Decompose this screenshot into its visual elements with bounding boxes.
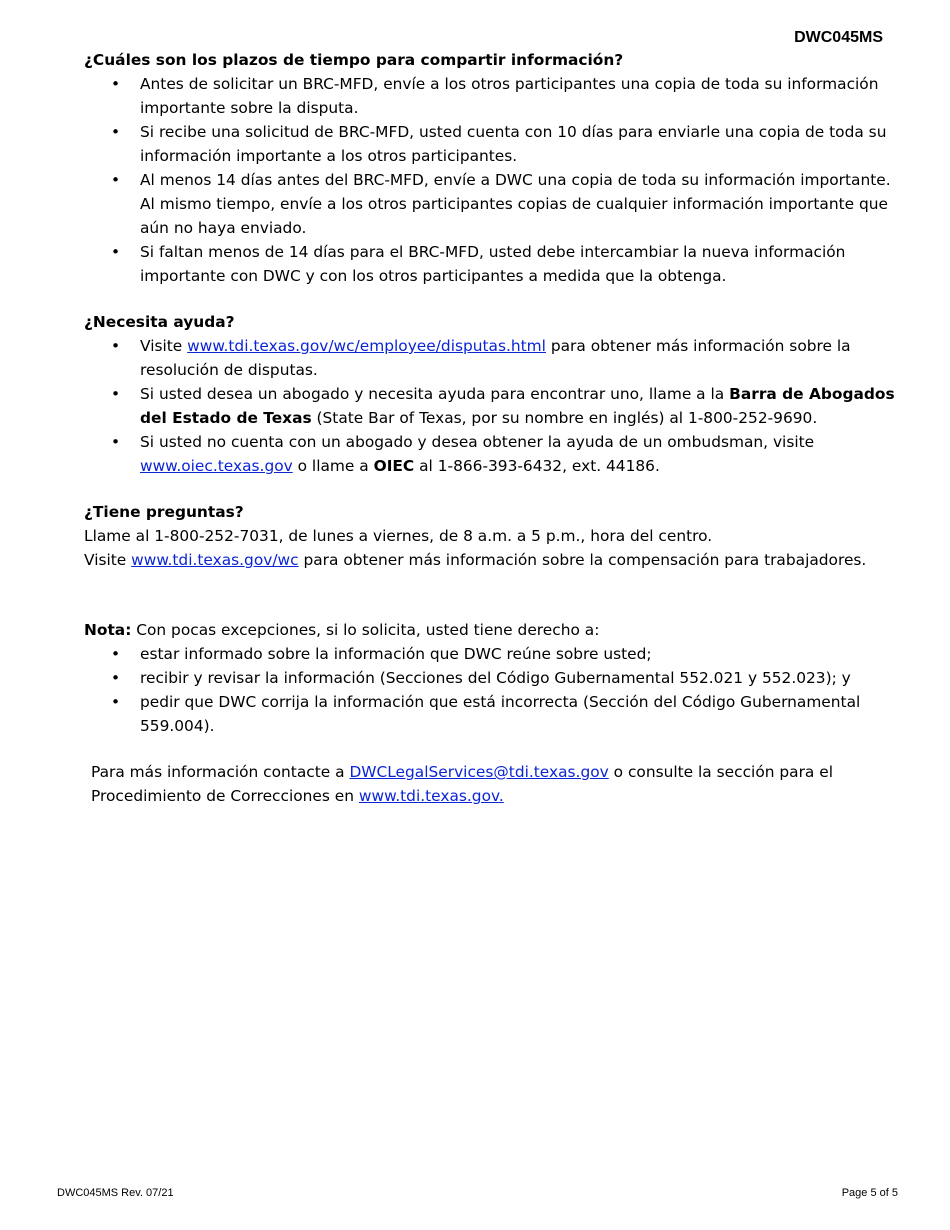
- form-code: DWC045MS: [794, 29, 883, 46]
- list-item: • Si usted no cuenta con un abogado y desea obtener la ayuda de un ombudsman, visite www.oiec.texas.gov o llame a OIEC al 1-866-393-6432, ext. 44186.: [84, 430, 899, 478]
- footer-page-number: Page 5 of 5: [841, 1187, 898, 1199]
- tdi-link[interactable]: www.tdi.texas.gov.: [358, 787, 504, 805]
- visit-line: Visite www.tdi.texas.gov/wc para obtener más información sobre la compensación para trabajadores.: [84, 551, 867, 569]
- phone-line: Llame al 1-800-252-7031, de lunes a viernes, de 8 a.m. a 5 p.m., hora del centro.: [84, 527, 713, 545]
- state-bar-name: Barra de Abogados del Estado de Texas: [140, 385, 895, 427]
- list-item: • Si recibe una solicitud de BRC-MFD, usted cuenta con 10 días para enviarle una copia de toda su información importante a los otros participantes.: [84, 120, 899, 168]
- list-item: • Si faltan menos de 14 días para el BRC-MFD, usted debe intercambiar la nueva información importante con DWC y con los otros participantes a medida que la obtenga.: [84, 240, 899, 288]
- wc-link[interactable]: www.tdi.texas.gov/wc: [131, 551, 299, 569]
- help-list: [84, 334, 899, 478]
- legal-services-email-link[interactable]: DWCLegalServices@tdi.texas.gov: [349, 763, 609, 781]
- oiec-name: OIEC: [373, 457, 415, 475]
- rights-list: [84, 642, 899, 738]
- section-heading-help: ¿Necesita ayuda?: [84, 313, 235, 331]
- list-item: • recibir y revisar la información (Secciones del Código Gubernamental 552.021 y 552.023); y: [84, 666, 899, 690]
- contact-paragraph: Para más información contacte a DWCLegalServices@tdi.texas.gov o consulte la sección para el Procedimiento de Correcciones en www.tdi.texas.gov.: [91, 763, 833, 805]
- list-item: • Antes de solicitar un BRC-MFD, envíe a los otros participantes una copia de toda su información importante sobre la disputa.: [84, 72, 899, 120]
- footer-revision: DWC045MS Rev. 07/21: [57, 1187, 174, 1199]
- oiec-link[interactable]: www.oiec.texas.gov: [140, 457, 293, 475]
- section-heading-deadlines: ¿Cuáles son los plazos de tiempo para compartir información?: [84, 51, 624, 69]
- list-item: • Al menos 14 días antes del BRC-MFD, envíe a DWC una copia de toda su información importante. Al mismo tiempo, envíe a los otros participantes copias de cualquier información importante que aún no haya enviado.: [84, 168, 899, 240]
- section-heading-questions: ¿Tiene preguntas?: [84, 503, 244, 521]
- document-body: [84, 48, 899, 808]
- list-item: • estar informado sobre la información que DWC reúne sobre usted;: [84, 642, 899, 666]
- deadlines-list: [84, 72, 899, 288]
- list-item: • Visite www.tdi.texas.gov/wc/employee/disputas.html para obtener más información sobre la resolución de disputas.: [84, 334, 899, 382]
- list-item: • pedir que DWC corrija la información que está incorrecta (Sección del Código Gubernamental 559.004).: [84, 690, 899, 738]
- list-item: • Si usted desea un abogado y necesita ayuda para encontrar uno, llame a la Barra de Abogados del Estado de Texas (State Bar of Texas, por su nombre en inglés) al 1-800-252-9690.: [84, 382, 899, 430]
- disputes-link[interactable]: www.tdi.texas.gov/wc/employee/disputas.html: [187, 337, 546, 355]
- nota-label: Nota:: [84, 621, 132, 639]
- nota-paragraph: Nota: Con pocas excepciones, si lo solicita, usted tiene derecho a:: [84, 621, 600, 639]
